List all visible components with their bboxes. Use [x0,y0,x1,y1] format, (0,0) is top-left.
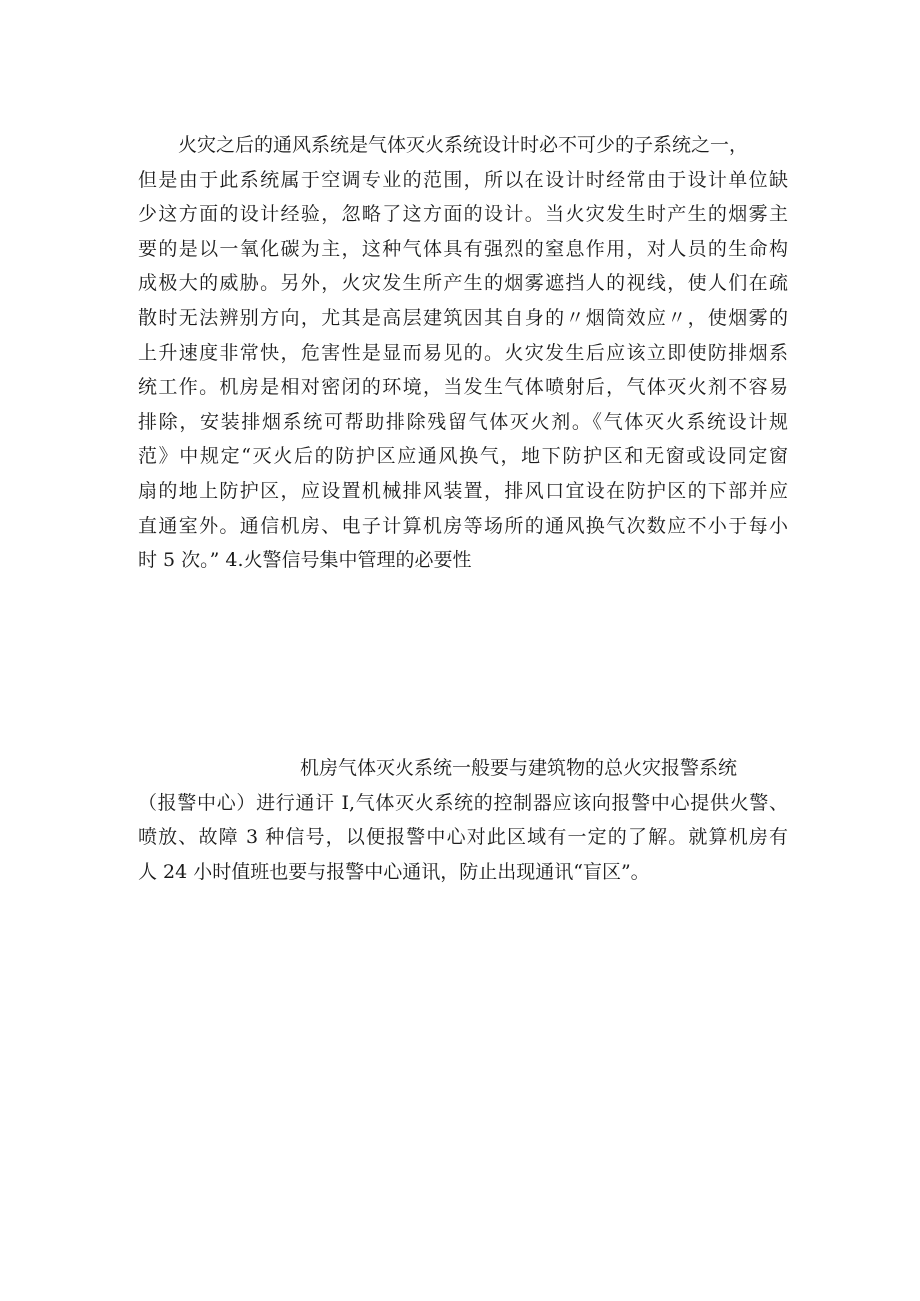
text-line: 少这方面的设计经验，忽略了这方面的设计。当火灾发生时产生的烟雾主 [138,203,788,226]
text-line: 成极大的威胁。另外，火灾发生所产生的烟雾遮挡人的视线，使人们在疏 [138,272,788,295]
text-line: 直通室外。通信机房、电子计算机房等场所的通风换气次数应不小于每小 [138,514,788,537]
text-line: 火灾之后的通风系统是气体灭火系统设计时必不可少的子系统之一， [178,134,749,156]
text-line: 机房气体灭火系统一般要与建筑物的总火灾报警系统 [300,757,738,779]
text-line: 但是由于此系统属于空调专业的范围，所以在设计时经常由于设计单位缺 [138,168,788,191]
text-line: 散时无法辨别方向，尤其是高层建筑因其自身的〃烟筒效应〃，使烟雾的 [138,306,788,329]
text-line: 喷放、故障 3 种信号，以便报警中心对此区域有一定的了解。就算机房有 [138,826,788,849]
text-line: 时 5 次。” 4.火警信号集中管理的必要性 [138,549,472,572]
text-line: 要的是以一氧化碳为主，这种气体具有强烈的窒息作用，对人员的生命构 [138,237,788,260]
text-line: 排除，安装排烟系统可帮助排除残留气体灭火剂。《气体灭火系统设计规 [138,410,788,433]
text-line: 人 24 小时值班也要与报警中心通讯，防止出现通讯“盲区”。 [138,860,650,883]
text-line: 扇的地上防护区，应设置机械排风装置，排风口宜设在防护区的下部并应 [138,479,788,502]
paragraph-alarm-center [138,751,788,889]
paragraph-ventilation [138,128,788,578]
text-line: 上升速度非常快，危害性是显而易见的。火灾发生后应该立即使防排烟系 [138,341,788,364]
text-line: （报警中心）进行通讦 I,气体灭火系统的控制器应该向报警中心提供火警、 [138,791,788,814]
text-line: 统工作。机房是相对密闭的环境，当发生气体喷射后，气体灭火剂不容易 [138,376,788,399]
text-line: 范》中规定“灭火后的防护区应通风换气，地下防护区和无窗或设同定窗 [138,445,788,468]
